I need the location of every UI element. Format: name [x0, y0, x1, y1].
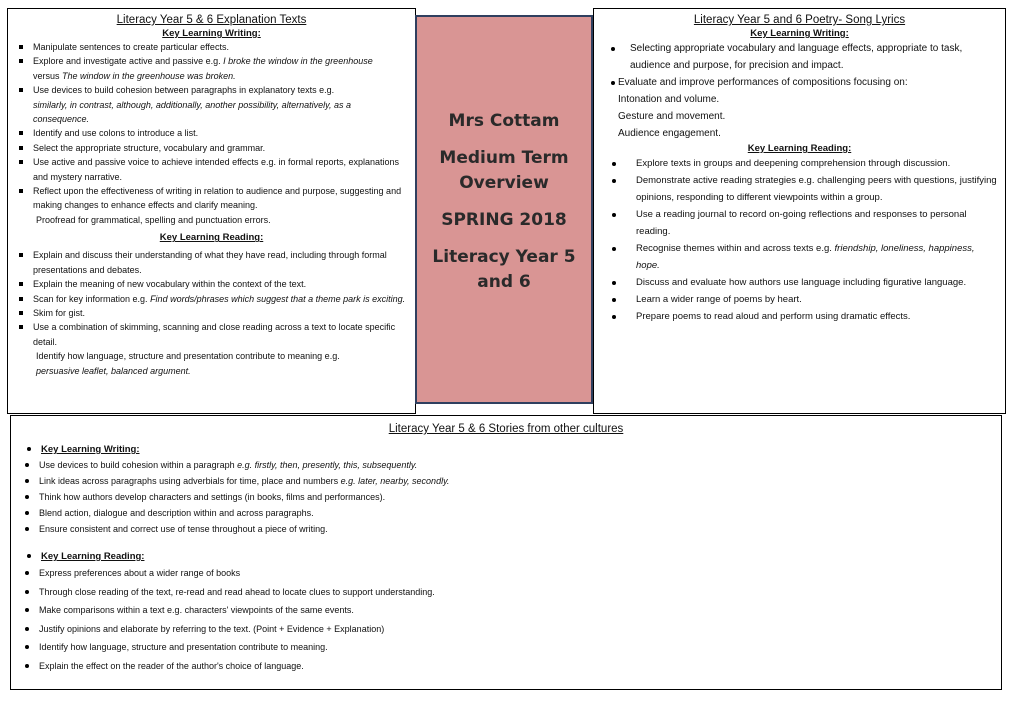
explanation-texts-panel — [7, 8, 416, 414]
reading-list — [16, 248, 407, 349]
writing-heading: Key Learning Writing: — [750, 28, 849, 39]
list-item: Ensure consistent and correct use of tense throughout a piece of writing. — [23, 521, 989, 537]
proofread-text: Proofread for grammatical, spelling and punctuation errors. — [36, 214, 271, 225]
teacher-name: Mrs Cottam — [448, 111, 560, 131]
list-item: Think how authors develop characters and settings (in books, films and performances). — [23, 489, 989, 505]
panel-title: Literacy Year 5 & 6 Stories from other cultures — [388, 423, 624, 435]
list-item: Prepare poems to read aloud and perform using dramatic effects. — [602, 308, 997, 325]
list-item: Skim for gist. — [16, 306, 407, 320]
panel-title: Literacy Year 5 and 6 Poetry- Song Lyrics — [693, 14, 906, 26]
list-item: Explain the meaning of new vocabulary within the context of the text. — [16, 277, 407, 291]
subject-year: Literacy Year 5 — [432, 247, 576, 267]
writing-list-2 — [602, 74, 997, 91]
list-item: Learn a wider range of poems by heart. — [602, 291, 997, 308]
list-item: Make comparisons within a text e.g. characters' viewpoints of the same events. — [23, 601, 989, 620]
list-item: Link ideas across paragraphs using adverbials for time, place and numbers e.g. later, nearby, secondly. — [23, 473, 989, 489]
panel-title: Literacy Year 5 & 6 Explanation Texts — [116, 14, 307, 26]
writing-list — [602, 40, 997, 74]
poetry-panel — [593, 8, 1006, 414]
list-item: Identify how language, structure and presentation contribute to meaning. — [23, 638, 989, 657]
writing-heading: Key Learning Writing: — [162, 28, 261, 39]
list-item: Explore and investigate active and passive e.g. I broke the window in the greenhouse versus The window in the greenhouse was broken. — [16, 54, 407, 83]
list-item: Recognise themes within and across texts e.g. friendship, loneliness, happiness, hope. — [602, 240, 997, 274]
list-item: Justify opinions and elaborate by referring to the text. (Point + Evidence + Explanation) — [23, 620, 989, 639]
list-item: Discuss and evaluate how authors use language including figurative language. — [602, 274, 997, 291]
list-item: Scan for key information e.g. Find words/phrases which suggest that a theme park is exciting. — [16, 292, 407, 306]
list-item: Select the appropriate structure, vocabulary and grammar. — [16, 141, 407, 155]
list-item: Express preferences about a wider range of books — [23, 564, 989, 583]
reading-list — [23, 564, 989, 675]
term-title-2: Overview — [459, 173, 549, 193]
list-item: Blend action, dialogue and description within and across paragraphs. — [23, 505, 989, 521]
list-item: Identify and use colons to introduce a list. — [16, 126, 407, 140]
list-item: Use a combination of skimming, scanning and close reading across a text to locate specific detail. — [16, 320, 407, 349]
list-item: Use a reading journal to record on-going reflections and responses to personal reading. — [602, 206, 997, 240]
term-date: SPRING 2018 — [441, 210, 567, 230]
list-item: Explain the effect on the reader of the author's choice of language. — [23, 657, 989, 676]
writing-list — [16, 40, 407, 213]
reading-list — [602, 155, 997, 325]
overview-title-panel — [415, 15, 593, 404]
term-title: Medium Term — [439, 148, 569, 168]
list-item: Manipulate sentences to create particular effects. — [16, 40, 407, 54]
reading-tail: Identify how language, structure and presentation contribute to meaning e.g. persuasive leaflet, balanced argument. — [36, 351, 340, 376]
list-item: Explore texts in groups and deepening comprehension through discussion. — [602, 155, 997, 172]
focus-item: Gesture and movement. — [618, 111, 726, 122]
reading-heading: Key Learning Reading: — [23, 549, 989, 564]
stories-panel — [10, 415, 1002, 690]
focus-item: Intonation and volume. — [618, 94, 720, 105]
list-item: Demonstrate active reading strategies e.g. challenging peers with questions, justifying opinions, responding to different viewpoints within a group. — [602, 172, 997, 206]
list-item: Selecting appropriate vocabulary and language effects, appropriate to task, audience and purpose, for precision and impact. — [602, 40, 997, 74]
list-item: Evaluate and improve performances of compositions focusing on: — [602, 74, 997, 91]
writing-heading: Key Learning Writing: — [23, 442, 989, 457]
reading-heading: Key Learning Reading: — [747, 143, 852, 154]
list-item: Use devices to build cohesion between paragraphs in explanatory texts e.g. similarly, in contrast, although, additionally, another possibility, alternatively, as a consequence. — [16, 83, 407, 126]
reading-heading: Key Learning Reading: — [159, 232, 264, 244]
writing-list — [23, 457, 989, 537]
list-item: Use active and passive voice to achieve intended effects e.g. in formal reports, explanations and mystery narrative. — [16, 155, 407, 184]
focus-item: Audience engagement. — [618, 128, 721, 139]
list-item: Reflect upon the effectiveness of writing in relation to audience and purpose, suggesting and making changes to enhance effects and clarify meaning. — [16, 184, 407, 213]
list-item: Through close reading of the text, re-read and read ahead to locate clues to support understanding. — [23, 583, 989, 602]
list-item: Explain and discuss their understanding of what they have read, including through formal presentations and debates. — [16, 248, 407, 277]
subject-year-2: and 6 — [477, 272, 531, 292]
list-item: Use devices to build cohesion within a paragraph e.g. firstly, then, presently, this, subsequently. — [23, 457, 989, 473]
